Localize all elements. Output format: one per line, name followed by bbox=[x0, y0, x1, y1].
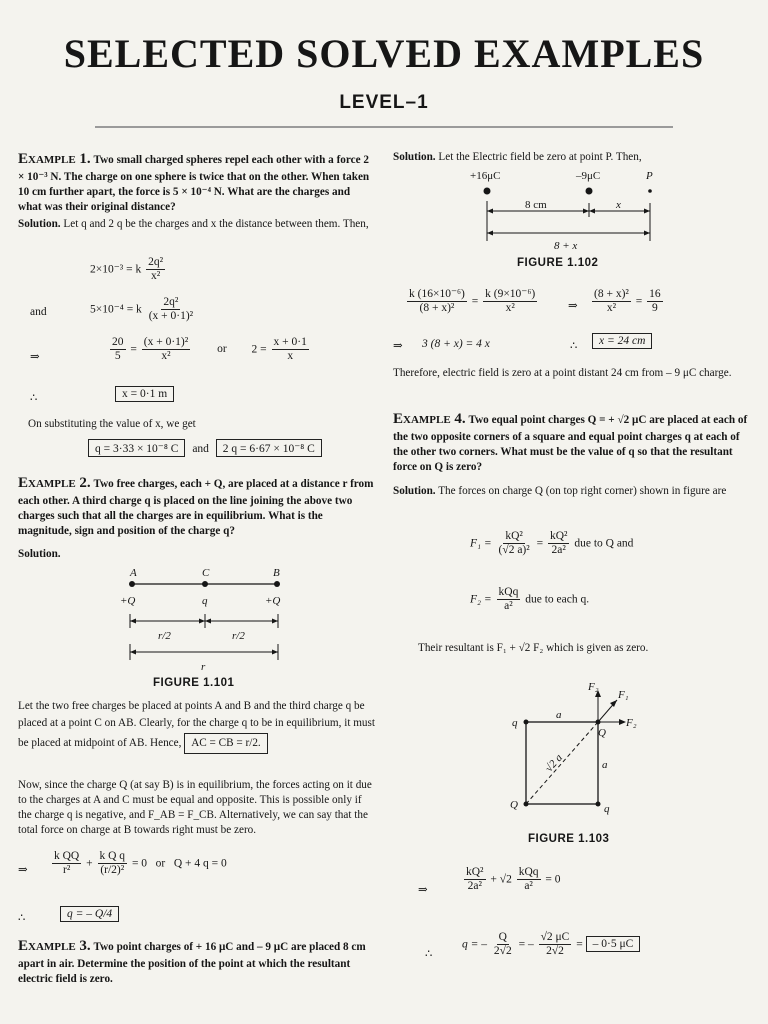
dim-r: r bbox=[201, 661, 206, 673]
ex4-therefore: ∴ bbox=[425, 948, 433, 960]
figure-1-103-caption: FIGURE 1.103 bbox=[528, 833, 610, 845]
charge-minus9: –9μC bbox=[576, 170, 601, 182]
figure-1-101 bbox=[110, 562, 290, 674]
dim-half1: r/2 bbox=[158, 630, 171, 642]
svg-text:a: a bbox=[602, 759, 608, 771]
svg-text:F₂: F₂ bbox=[626, 717, 637, 729]
example-2-question: Example 2. Two free charges, each + Q, are placed at a distance r from each other. A third charge q is placed on the line joining the above two charges such that all the charges are in equilibrium. What is the magnitude, sign and position of the charge q? bbox=[18, 475, 374, 537]
example-3-question: Example 3. Two point charges of + 16 μC and – 9 μC are placed 8 cm apart in air. Determine the position of the point at which the resultant electric field is zero. bbox=[18, 938, 366, 985]
dim-half2: r/2 bbox=[232, 630, 245, 642]
ex1-eq3: $\frac{20}{5}$ = $\frac{\text{(x + 0·1)²}}{\text{x²}}$ or 2 = $\frac{x + 0\cdot 1}{x}$ bbox=[112, 336, 307, 363]
ex1-and: and bbox=[30, 306, 47, 318]
ex1-eq1: 2×10⁻³ = k $\frac{\text{2q²}}{\text{x²}}$ bbox=[90, 256, 164, 283]
ex2-result: q = – Q/4 bbox=[60, 906, 119, 922]
example-4-question: Example 4. Two equal point charges Q = + √2 μC are placed at each of the two opposite corners of a square and equal point charges q at each of the other two corners. What must be the value of q so that the resultant force on Q is zero? bbox=[393, 411, 748, 473]
charge-dot-1 bbox=[484, 188, 491, 195]
example-1-solution bbox=[18, 217, 376, 232]
label-C: C bbox=[202, 567, 210, 579]
svg-text:q: q bbox=[604, 803, 610, 815]
ex3-implies-2: ⇒ bbox=[393, 340, 403, 352]
ex1-results: q = 3·33 × 10⁻⁸ C and 2 q = 6·67 × 10⁻⁸ C bbox=[88, 439, 322, 457]
point-P: P bbox=[646, 170, 653, 182]
ex1-therefore: ∴ bbox=[30, 392, 38, 404]
ex3-therefore: ∴ bbox=[570, 340, 578, 352]
example-1-question bbox=[18, 150, 376, 215]
svg-text:Q: Q bbox=[510, 799, 518, 811]
header-rule bbox=[95, 126, 673, 128]
point-dot-P bbox=[648, 189, 652, 193]
ex3-eq1: $\frac{\text{k (16×10⁻⁶)}}{\text{(8 + x)²}}$ = $\frac{\text{k (9×10⁻⁶)}}{\text{x²}}$ bbox=[409, 288, 536, 315]
svg-text:Q: Q bbox=[598, 727, 606, 739]
solution-text: Let q and 2 q be the charges and x the distance between them. Then, bbox=[63, 218, 369, 230]
charge-B bbox=[274, 581, 280, 587]
ex1-result-x: x = 0·1 m bbox=[115, 386, 174, 402]
ex1-substitute: On substituting the value of x, we get bbox=[28, 418, 196, 430]
example-1-label: Example 1. bbox=[18, 151, 91, 167]
ex2-therefore: ∴ bbox=[18, 912, 26, 924]
ex3-eq2: 3 (8 + x) = 4 x bbox=[422, 338, 490, 350]
figure-1-103 bbox=[500, 672, 650, 822]
ex4-resultant: Their resultant is F₁ + √2 F₂ which is given as zero. bbox=[418, 642, 649, 654]
charge-plus16: +16μC bbox=[470, 170, 501, 182]
page-title: SELECTED SOLVED EXAMPLES bbox=[63, 31, 705, 76]
dist-8plusx: 8 + x bbox=[554, 240, 578, 252]
solution-label: Solution. bbox=[18, 218, 61, 230]
ex2-paragraph-1: Let the two free charges be placed at points A and B and the third charge q be placed at a point C on AB. Clearly, for the charge q to be in equilibrium, it must be placed at midpoint of AB. Hence, AC = CB = r/2. bbox=[18, 698, 376, 754]
example-2-label: Example 2. bbox=[18, 475, 91, 491]
ex4-solution: Solution. The forces on charge Q (on top right corner) shown in figure are bbox=[393, 485, 727, 497]
example-1-text: Two small charged spheres repel each other with a force 2 × 10⁻³ N. The charge on one sphere is twice that on the other. When taken 10 cm further apart, the force is 5 × 10⁻⁴ N. What are the charges and what was their original distance? bbox=[18, 154, 370, 213]
figure-1-102-caption: FIGURE 1.102 bbox=[517, 257, 599, 269]
ex4-implies: ⇒ bbox=[418, 884, 428, 896]
ex2-midpoint-box: AC = CB = r/2. bbox=[184, 733, 268, 754]
ex4-f1: F₁ = $\frac{\text{kQ²}}{\text{(√2 a)²}}$ = $\frac{\text{kQ²}}{\text{2a²}}$ due to Q and bbox=[470, 530, 634, 557]
example-4-label: Example 4. bbox=[393, 411, 466, 427]
charge-label-B: +Q bbox=[265, 595, 281, 607]
ex3-eq1b: $\frac{\text{(8 + x)²}}{\text{x²}}$ = $\frac{16}{9}$ bbox=[594, 288, 661, 315]
ex1-eq2: 5×10⁻⁴ = k $\frac{\text{2q²}}{\text{(x + 0·1)²}}$ bbox=[90, 296, 194, 323]
label-B: B bbox=[273, 567, 280, 579]
svg-text:√2 a: √2 a bbox=[542, 751, 566, 775]
ex1-implies: ⇒ bbox=[30, 351, 40, 363]
ex4-f2: F₂ = $\frac{\text{kQq}}{\text{a²}}$ due to each q. bbox=[470, 586, 590, 613]
charge-C bbox=[202, 581, 208, 587]
dist-8cm: 8 cm bbox=[525, 199, 547, 211]
level-heading: LEVEL–1 bbox=[339, 92, 429, 113]
example-3-label: Example 3. bbox=[18, 938, 91, 954]
ex3-implies-1: ⇒ bbox=[568, 300, 578, 312]
ex3-result: x = 24 cm bbox=[592, 333, 652, 349]
figure-1-102 bbox=[470, 165, 670, 255]
svg-text:F₁: F₁ bbox=[618, 689, 629, 701]
charge-label-C: q bbox=[202, 595, 208, 607]
ex3-solution: Solution. Let the Electric field be zero at point P. Then, bbox=[393, 151, 642, 163]
svg-text:a: a bbox=[556, 709, 562, 721]
charge-A bbox=[129, 581, 135, 587]
charge-label-A: +Q bbox=[120, 595, 136, 607]
svg-text:q: q bbox=[512, 717, 518, 729]
svg-text:F₂: F₂ bbox=[588, 681, 599, 693]
ex2-implies: ⇒ bbox=[18, 864, 28, 876]
ex4-equation: $\frac{\text{kQ²}}{\text{2a²}}$ + √2 $\frac{\text{kQq}}{\text{a²}}$ = 0 bbox=[466, 866, 561, 893]
ex4-result-eq: q = – $\frac{Q}{2√2}$ = – $\frac{√2 \mu C}{2√2}$ = – 0·5 μC bbox=[462, 931, 640, 958]
ex2-solution-label: Solution. bbox=[18, 548, 61, 560]
ex2-equation: $\frac{\text{k QQ}}{\text{r²}}$ + $\frac{\text{k Q q}}{\text{(r/2)²}}$ = 0 or Q + 4 q = 0 bbox=[54, 850, 227, 877]
dist-x: x bbox=[616, 199, 621, 211]
ex3-conclusion: Therefore, electric field is zero at a point distant 24 cm from – 9 μC charge. bbox=[393, 367, 732, 379]
label-A: A bbox=[130, 567, 137, 579]
ex4-result-box: – 0·5 μC bbox=[586, 936, 641, 952]
ex2-paragraph-2: Now, since the charge Q (at say B) is in equilibrium, the forces acting on it due to the charges at A and C must be equal and opposite. This is possible only if the charge q is negative, and F_AB = F_CB. Alternatively, we can say that the total force on charge at B towards right must be zero. bbox=[18, 779, 372, 836]
figure-1-101-caption: FIGURE 1.101 bbox=[153, 677, 235, 689]
charge-dot-2 bbox=[586, 188, 593, 195]
